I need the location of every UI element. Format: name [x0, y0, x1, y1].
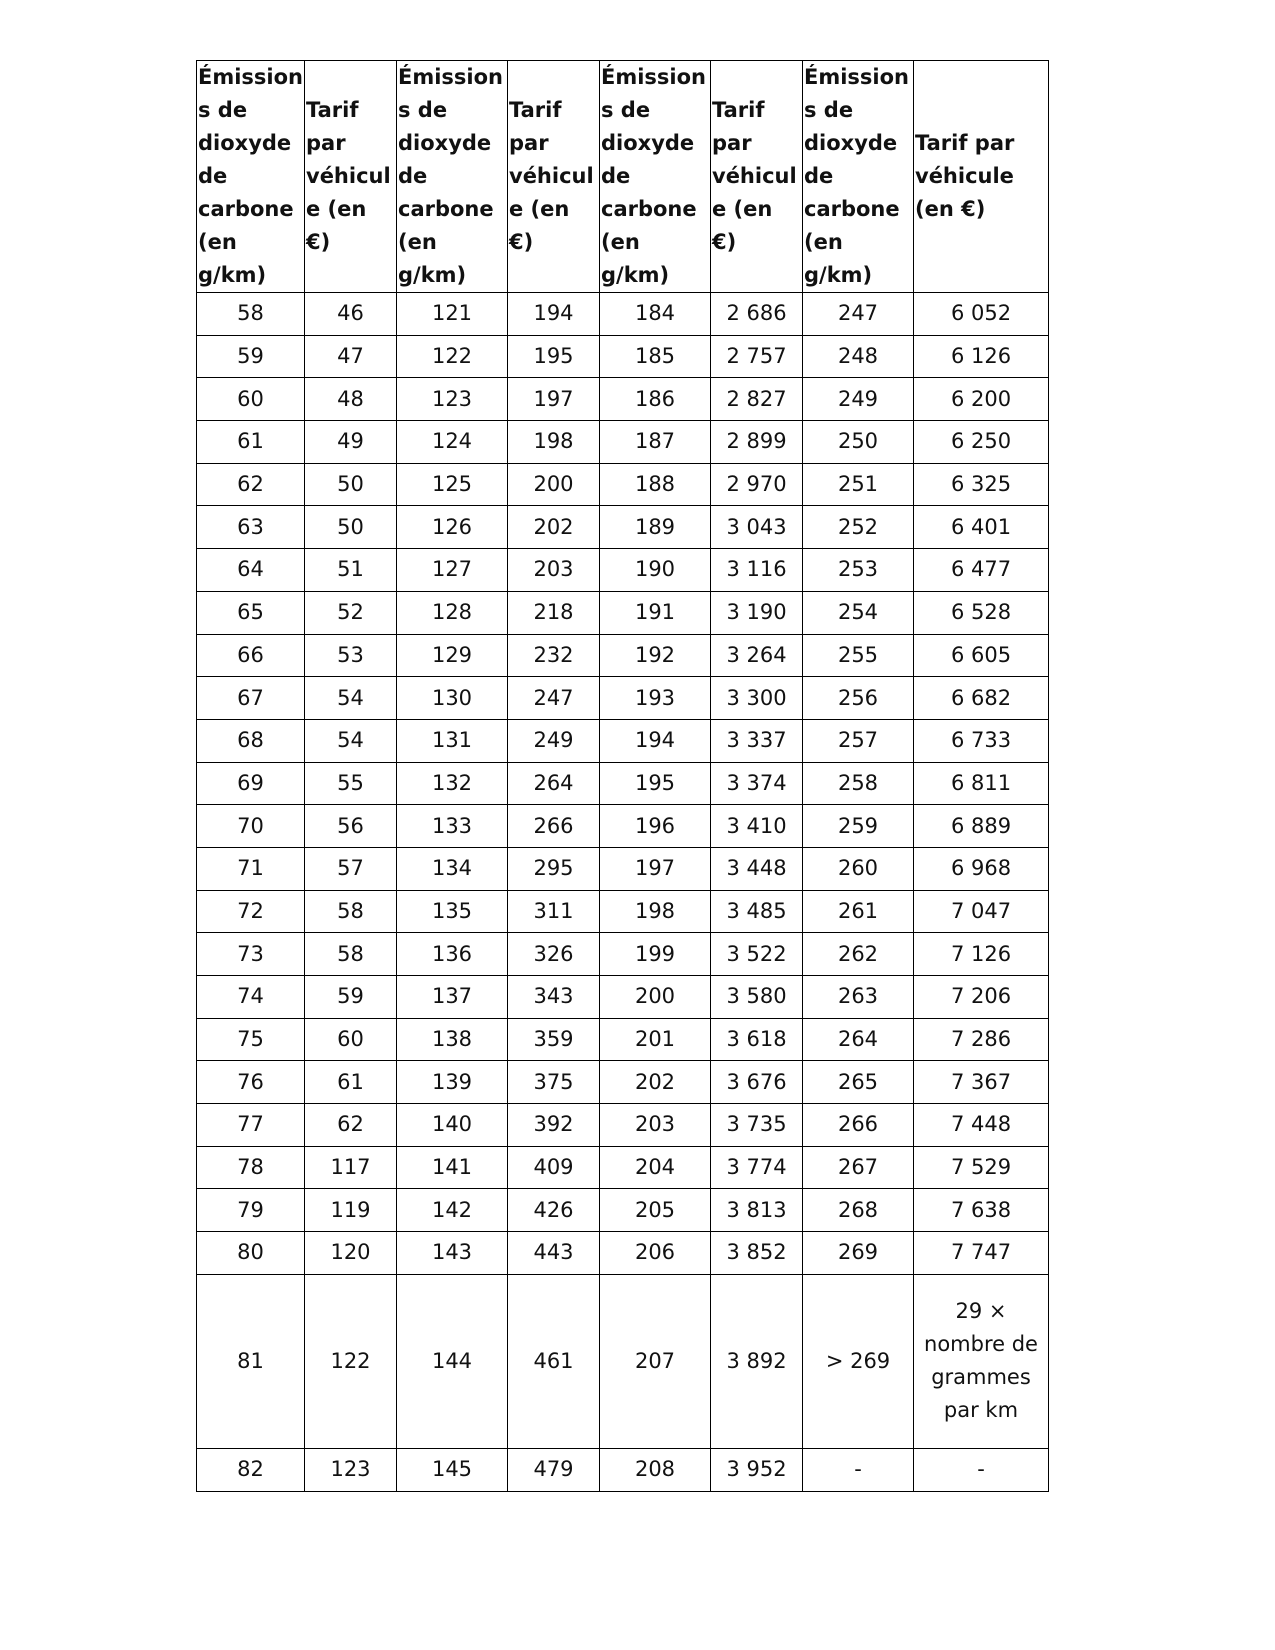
- tariff-cell: 202: [508, 506, 600, 549]
- tariff-cell: 2 899: [711, 421, 803, 464]
- tariff-cell: 59: [305, 976, 397, 1019]
- emissions-cell: 76: [197, 1061, 305, 1104]
- tariff-cell: 194: [508, 293, 600, 336]
- emissions-cell: 196: [600, 805, 711, 848]
- emissions-cell: 136: [397, 933, 508, 976]
- tariff-cell: 7 286: [914, 1018, 1049, 1061]
- emissions-cell: 66: [197, 634, 305, 677]
- emissions-cell: 191: [600, 591, 711, 634]
- tariff-cell: 47: [305, 335, 397, 378]
- emissions-cell: 135: [397, 890, 508, 933]
- emissions-cell: 138: [397, 1018, 508, 1061]
- emissions-cell: 263: [803, 976, 914, 1019]
- emissions-cell: 207: [600, 1274, 711, 1448]
- emissions-cell: 121: [397, 293, 508, 336]
- document-page: [196, 60, 1049, 1492]
- tariff-cell: 57: [305, 847, 397, 890]
- tariff-cell: 2 970: [711, 463, 803, 506]
- emissions-cell: 70: [197, 805, 305, 848]
- tariff-cell: 3 337: [711, 719, 803, 762]
- emissions-cell: 141: [397, 1146, 508, 1189]
- emissions-cell: 185: [600, 335, 711, 378]
- tariff-cell: 3 774: [711, 1146, 803, 1189]
- emissions-cell: 126: [397, 506, 508, 549]
- emissions-cell: 128: [397, 591, 508, 634]
- table-row: [197, 463, 1049, 506]
- emissions-cell: 130: [397, 677, 508, 720]
- table-row: [197, 719, 1049, 762]
- tariff-cell: 7 529: [914, 1146, 1049, 1189]
- tariff-cell: 29 × nombre de grammes par km: [914, 1274, 1049, 1448]
- tariff-cell: 479: [508, 1448, 600, 1491]
- emissions-cell: 259: [803, 805, 914, 848]
- tariff-cell: 54: [305, 677, 397, 720]
- tariff-cell: 6 325: [914, 463, 1049, 506]
- table-row: [197, 634, 1049, 677]
- tariff-cell: 264: [508, 762, 600, 805]
- tariff-cell: 120: [305, 1232, 397, 1275]
- table-row: [197, 591, 1049, 634]
- emissions-cell: 201: [600, 1018, 711, 1061]
- tariff-cell: 122: [305, 1274, 397, 1448]
- emissions-cell: 77: [197, 1104, 305, 1147]
- emissions-cell: 78: [197, 1146, 305, 1189]
- emissions-cell: 59: [197, 335, 305, 378]
- emissions-cell: 255: [803, 634, 914, 677]
- emissions-cell: 266: [803, 1104, 914, 1147]
- tariff-cell: 6 889: [914, 805, 1049, 848]
- tariff-cell: 359: [508, 1018, 600, 1061]
- tariff-cell: 3 676: [711, 1061, 803, 1104]
- tariff-cell: 218: [508, 591, 600, 634]
- emissions-cell: 65: [197, 591, 305, 634]
- emissions-cell: 269: [803, 1232, 914, 1275]
- tariff-cell: 6 250: [914, 421, 1049, 464]
- emissions-cell: 268: [803, 1189, 914, 1232]
- tariff-cell: 232: [508, 634, 600, 677]
- emissions-cell: 197: [600, 847, 711, 890]
- tariff-cell: 409: [508, 1146, 600, 1189]
- tariff-cell: 198: [508, 421, 600, 464]
- table-row: [197, 293, 1049, 336]
- emissions-cell: 67: [197, 677, 305, 720]
- tariff-cell: 117: [305, 1146, 397, 1189]
- emissions-cell: 254: [803, 591, 914, 634]
- tariff-cell: 7 126: [914, 933, 1049, 976]
- tariff-cell: 52: [305, 591, 397, 634]
- header-tariff-col-4: Tarif par véhicule (en €): [914, 61, 1049, 293]
- tariff-cell: 3 852: [711, 1232, 803, 1275]
- table-row: [197, 1018, 1049, 1061]
- header-emissions-col-4: Émissions de dioxyde de carbone (en g/km): [803, 61, 914, 293]
- emissions-cell: 190: [600, 549, 711, 592]
- emissions-cell: 69: [197, 762, 305, 805]
- emissions-cell: 132: [397, 762, 508, 805]
- emissions-cell: 74: [197, 976, 305, 1019]
- emissions-cell: 186: [600, 378, 711, 421]
- emissions-cell: 204: [600, 1146, 711, 1189]
- co2-tariff-table: [196, 60, 1049, 1492]
- table-row: [197, 976, 1049, 1019]
- emissions-cell: 124: [397, 421, 508, 464]
- table-row: [197, 1104, 1049, 1147]
- emissions-cell: 265: [803, 1061, 914, 1104]
- tariff-cell: 6 811: [914, 762, 1049, 805]
- table-row: [197, 506, 1049, 549]
- emissions-cell: 264: [803, 1018, 914, 1061]
- tariff-cell: 3 735: [711, 1104, 803, 1147]
- emissions-cell: 195: [600, 762, 711, 805]
- tariff-cell: 3 264: [711, 634, 803, 677]
- emissions-cell: 249: [803, 378, 914, 421]
- tariff-cell: 3 410: [711, 805, 803, 848]
- emissions-cell: 198: [600, 890, 711, 933]
- header-emissions-col-2: Émissions de dioxyde de carbone (en g/km): [397, 61, 508, 293]
- emissions-cell: 192: [600, 634, 711, 677]
- tariff-cell: 3 618: [711, 1018, 803, 1061]
- table-row: [197, 1232, 1049, 1275]
- tariff-cell: 375: [508, 1061, 600, 1104]
- table-row: [197, 1061, 1049, 1104]
- tariff-cell: 58: [305, 890, 397, 933]
- table-row: [197, 890, 1049, 933]
- table-row: [197, 549, 1049, 592]
- emissions-cell: 247: [803, 293, 914, 336]
- tariff-cell: 3 580: [711, 976, 803, 1019]
- emissions-cell: 184: [600, 293, 711, 336]
- emissions-cell: 143: [397, 1232, 508, 1275]
- emissions-cell: 258: [803, 762, 914, 805]
- emissions-cell: 256: [803, 677, 914, 720]
- table-row: [197, 378, 1049, 421]
- emissions-cell: 199: [600, 933, 711, 976]
- emissions-cell: 142: [397, 1189, 508, 1232]
- tariff-cell: 6 528: [914, 591, 1049, 634]
- emissions-cell: 122: [397, 335, 508, 378]
- emissions-cell: 129: [397, 634, 508, 677]
- tariff-cell: 62: [305, 1104, 397, 1147]
- tariff-cell: 6 126: [914, 335, 1049, 378]
- emissions-cell: 145: [397, 1448, 508, 1491]
- emissions-cell: > 269: [803, 1274, 914, 1448]
- emissions-cell: 200: [600, 976, 711, 1019]
- emissions-cell: 194: [600, 719, 711, 762]
- tariff-cell: 3 116: [711, 549, 803, 592]
- tariff-cell: 6 200: [914, 378, 1049, 421]
- tariff-cell: 3 522: [711, 933, 803, 976]
- tariff-cell: 247: [508, 677, 600, 720]
- tariff-cell: 2 686: [711, 293, 803, 336]
- tariff-cell: 461: [508, 1274, 600, 1448]
- emissions-cell: 64: [197, 549, 305, 592]
- emissions-cell: 260: [803, 847, 914, 890]
- emissions-cell: 80: [197, 1232, 305, 1275]
- tariff-cell: 3 374: [711, 762, 803, 805]
- tariff-cell: 123: [305, 1448, 397, 1491]
- header-tariff-col-1: Tarif par véhicule (en €): [305, 61, 397, 293]
- emissions-cell: 82: [197, 1448, 305, 1491]
- tariff-cell: 3 190: [711, 591, 803, 634]
- tariff-cell: 7 747: [914, 1232, 1049, 1275]
- tariff-cell: 56: [305, 805, 397, 848]
- tariff-cell: 3 300: [711, 677, 803, 720]
- emissions-cell: 202: [600, 1061, 711, 1104]
- tariff-cell: 295: [508, 847, 600, 890]
- emissions-cell: 252: [803, 506, 914, 549]
- table-row: [197, 762, 1049, 805]
- emissions-cell: 72: [197, 890, 305, 933]
- emissions-cell: 133: [397, 805, 508, 848]
- tariff-cell: 249: [508, 719, 600, 762]
- tariff-cell: 311: [508, 890, 600, 933]
- tariff-cell: 53: [305, 634, 397, 677]
- tariff-cell: 55: [305, 762, 397, 805]
- table-row: [197, 847, 1049, 890]
- emissions-cell: 189: [600, 506, 711, 549]
- tariff-cell: 326: [508, 933, 600, 976]
- tariff-cell: 200: [508, 463, 600, 506]
- tariff-cell: 343: [508, 976, 600, 1019]
- emissions-cell: 208: [600, 1448, 711, 1491]
- tariff-cell: 3 043: [711, 506, 803, 549]
- tariff-cell: 6 401: [914, 506, 1049, 549]
- tariff-cell: 48: [305, 378, 397, 421]
- tariff-cell: 7 367: [914, 1061, 1049, 1104]
- tariff-cell: 60: [305, 1018, 397, 1061]
- table-header-row: [197, 61, 1049, 293]
- tariff-cell: 6 605: [914, 634, 1049, 677]
- tariff-cell: 61: [305, 1061, 397, 1104]
- table-row: [197, 1274, 1049, 1448]
- emissions-cell: 140: [397, 1104, 508, 1147]
- tariff-cell: 195: [508, 335, 600, 378]
- tariff-cell: 7 638: [914, 1189, 1049, 1232]
- tariff-cell: 3 952: [711, 1448, 803, 1491]
- emissions-cell: 61: [197, 421, 305, 464]
- tariff-cell: 392: [508, 1104, 600, 1147]
- emissions-cell: 248: [803, 335, 914, 378]
- emissions-cell: 206: [600, 1232, 711, 1275]
- table-row: [197, 933, 1049, 976]
- emissions-cell: 62: [197, 463, 305, 506]
- table-row: [197, 335, 1049, 378]
- tariff-cell: 7 047: [914, 890, 1049, 933]
- emissions-cell: 251: [803, 463, 914, 506]
- emissions-cell: 60: [197, 378, 305, 421]
- emissions-cell: 139: [397, 1061, 508, 1104]
- tariff-cell: 3 485: [711, 890, 803, 933]
- emissions-cell: 79: [197, 1189, 305, 1232]
- tariff-cell: 3 892: [711, 1274, 803, 1448]
- tariff-cell: 54: [305, 719, 397, 762]
- emissions-cell: 203: [600, 1104, 711, 1147]
- emissions-cell: 250: [803, 421, 914, 464]
- tariff-cell: 203: [508, 549, 600, 592]
- tariff-cell: 266: [508, 805, 600, 848]
- emissions-cell: 253: [803, 549, 914, 592]
- emissions-cell: 267: [803, 1146, 914, 1189]
- table-row: [197, 1146, 1049, 1189]
- emissions-cell: 131: [397, 719, 508, 762]
- tariff-cell: 46: [305, 293, 397, 336]
- table-row: [197, 421, 1049, 464]
- emissions-cell: 63: [197, 506, 305, 549]
- tariff-cell: 51: [305, 549, 397, 592]
- tariff-cell: 3 448: [711, 847, 803, 890]
- tariff-cell: 6 477: [914, 549, 1049, 592]
- emissions-cell: 58: [197, 293, 305, 336]
- tariff-cell: 50: [305, 463, 397, 506]
- header-tariff-col-3: Tarif par véhicule (en €): [711, 61, 803, 293]
- tariff-cell: 2 757: [711, 335, 803, 378]
- emissions-cell: 205: [600, 1189, 711, 1232]
- header-tariff-col-2: Tarif par véhicule (en €): [508, 61, 600, 293]
- emissions-cell: 125: [397, 463, 508, 506]
- emissions-cell: 193: [600, 677, 711, 720]
- emissions-cell: 134: [397, 847, 508, 890]
- emissions-cell: 71: [197, 847, 305, 890]
- emissions-cell: 262: [803, 933, 914, 976]
- emissions-cell: 257: [803, 719, 914, 762]
- tariff-cell: 2 827: [711, 378, 803, 421]
- emissions-cell: 75: [197, 1018, 305, 1061]
- emissions-cell: 137: [397, 976, 508, 1019]
- table-row: [197, 1448, 1049, 1491]
- tariff-cell: 6 968: [914, 847, 1049, 890]
- table-row: [197, 1189, 1049, 1232]
- emissions-cell: 261: [803, 890, 914, 933]
- tariff-cell: 6 052: [914, 293, 1049, 336]
- tariff-cell: 49: [305, 421, 397, 464]
- tariff-cell: 426: [508, 1189, 600, 1232]
- emissions-cell: 81: [197, 1274, 305, 1448]
- emissions-cell: 73: [197, 933, 305, 976]
- emissions-cell: 144: [397, 1274, 508, 1448]
- emissions-cell: 123: [397, 378, 508, 421]
- table-body: [197, 293, 1049, 1492]
- table-row: [197, 805, 1049, 848]
- table-row: [197, 677, 1049, 720]
- tariff-cell: 7 206: [914, 976, 1049, 1019]
- tariff-cell: 7 448: [914, 1104, 1049, 1147]
- tariff-cell: 58: [305, 933, 397, 976]
- tariff-cell: 443: [508, 1232, 600, 1275]
- header-emissions-col-1: Émissions de dioxyde de carbone (en g/km): [197, 61, 305, 293]
- tariff-cell: 197: [508, 378, 600, 421]
- tariff-cell: 50: [305, 506, 397, 549]
- header-emissions-col-3: Émissions de dioxyde de carbone (en g/km): [600, 61, 711, 293]
- emissions-cell: 127: [397, 549, 508, 592]
- tariff-cell: 6 733: [914, 719, 1049, 762]
- tariff-cell: 6 682: [914, 677, 1049, 720]
- tariff-cell: 3 813: [711, 1189, 803, 1232]
- emissions-cell: -: [803, 1448, 914, 1491]
- emissions-cell: 188: [600, 463, 711, 506]
- tariff-cell: 119: [305, 1189, 397, 1232]
- emissions-cell: 68: [197, 719, 305, 762]
- emissions-cell: 187: [600, 421, 711, 464]
- tariff-cell: -: [914, 1448, 1049, 1491]
